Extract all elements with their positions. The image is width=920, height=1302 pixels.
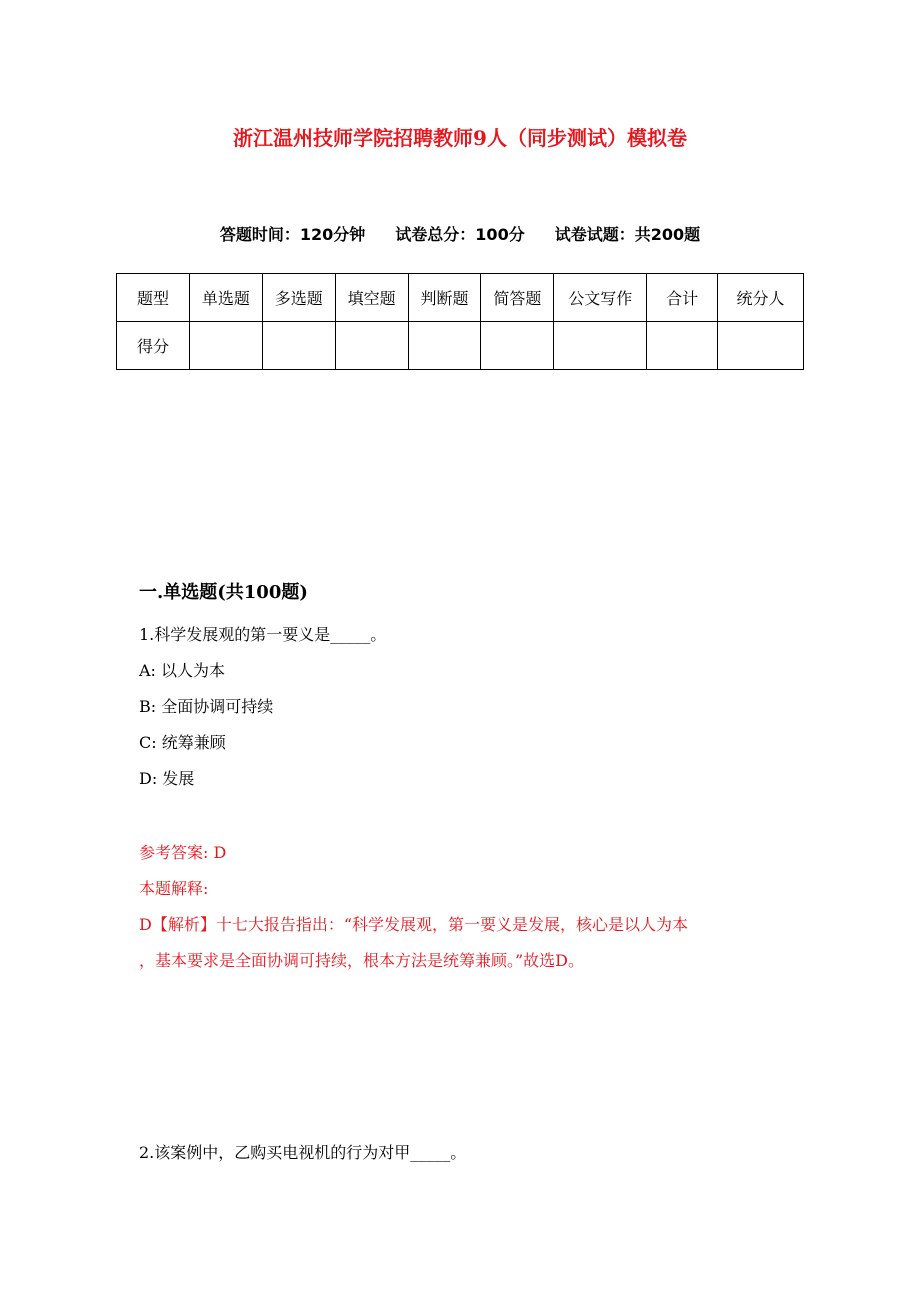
document-title: 浙江温州技师学院招聘教师9人（同步测试）模拟卷 — [233, 126, 687, 150]
header-cell: 填空题 — [335, 274, 408, 322]
score-table-header-row — [117, 274, 804, 322]
question-1-option-d: D: 发展 — [139, 769, 195, 788]
section-heading: 一.单选题(共100题) — [139, 582, 308, 603]
question-2-stem: 2.该案例中，乙购买电视机的行为对甲_____。 — [139, 1143, 467, 1162]
exam-time: 答题时间：120分钟 — [219, 225, 366, 244]
exam-question-count: 试卷试题：共200题 — [554, 225, 701, 244]
question-1-explanation-line-1: D【解析】十七大报告指出：“科学发展观，第一要义是发展，核心是以人为本 — [139, 915, 689, 934]
score-cell — [554, 322, 647, 370]
question-1-option-c: C: 统筹兼顾 — [139, 733, 226, 752]
header-cell: 公文写作 — [554, 274, 647, 322]
score-cell — [647, 322, 718, 370]
score-cell — [408, 322, 481, 370]
score-table — [116, 273, 804, 370]
question-1-option-a: A: 以人为本 — [139, 661, 226, 680]
exam-info — [0, 222, 920, 245]
score-cell — [481, 322, 554, 370]
question-1-stem: 1.科学发展观的第一要义是_____。 — [139, 625, 387, 644]
question-1-answer: 参考答案: D — [139, 843, 227, 862]
score-cell — [718, 322, 804, 370]
header-cell: 单选题 — [189, 274, 262, 322]
header-cell: 题型 — [117, 274, 190, 322]
exam-total-score: 试卷总分：100分 — [395, 225, 525, 244]
header-cell: 多选题 — [262, 274, 335, 322]
header-cell: 统分人 — [718, 274, 804, 322]
score-cell — [335, 322, 408, 370]
header-cell: 简答题 — [481, 274, 554, 322]
header-cell: 合计 — [647, 274, 718, 322]
question-1-option-b: B: 全面协调可持续 — [139, 697, 274, 716]
score-cell — [189, 322, 262, 370]
score-cell — [262, 322, 335, 370]
header-cell: 判断题 — [408, 274, 481, 322]
question-1-explanation-line-2: ，基本要求是全面协调可持续，根本方法是统筹兼顾。”故选D。 — [139, 951, 585, 970]
score-table-score-row — [117, 322, 804, 370]
row-label: 得分 — [117, 322, 190, 370]
question-1-explanation-label: 本题解释: — [139, 879, 209, 898]
